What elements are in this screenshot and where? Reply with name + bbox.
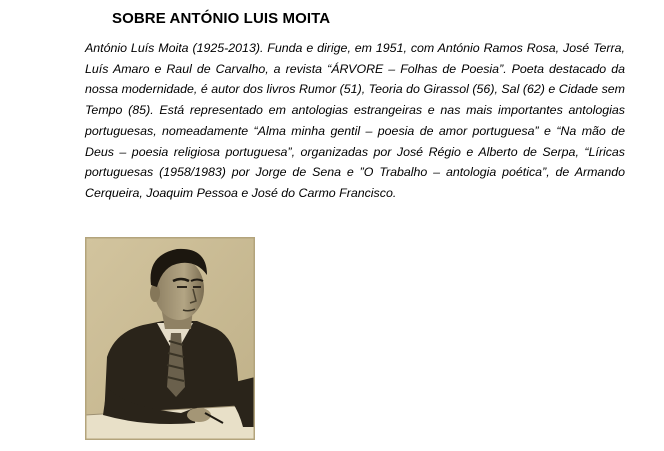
author-portrait: [85, 237, 255, 440]
biography-paragraph: António Luís Moita (1925-2013). Funda e dirige, em 1951, com António Ramos Rosa, José Terra, Luís Amaro e Raul de Carvalho, a revista “ÁRVORE – Folhas de Poesia”. Poeta destacado da nossa modernidade, é autor dos livros Rumor (51), Teoria do Girassol (56), Sal (62) e Cidade sem Tempo (85). Está representado em antologias estrangeiras e nas mais importantes antologias portuguesas, nomeadamente “Alma minha gentil – poesia de amor portuguesa” e “Na mão de Deus – poesia religiosa portuguesa”, organizadas por José Régio e Alberto de Serpa, “Líricas portuguesas (1958/1983) por Jorge de Sena e ”O Trabalho – antologia poética”, de Armando Cerqueira, Joaquim Pessoa e José do Carmo Francisco.: [85, 41, 625, 200]
page-title: SOBRE ANTÓNIO LUIS MOITA: [112, 10, 331, 27]
